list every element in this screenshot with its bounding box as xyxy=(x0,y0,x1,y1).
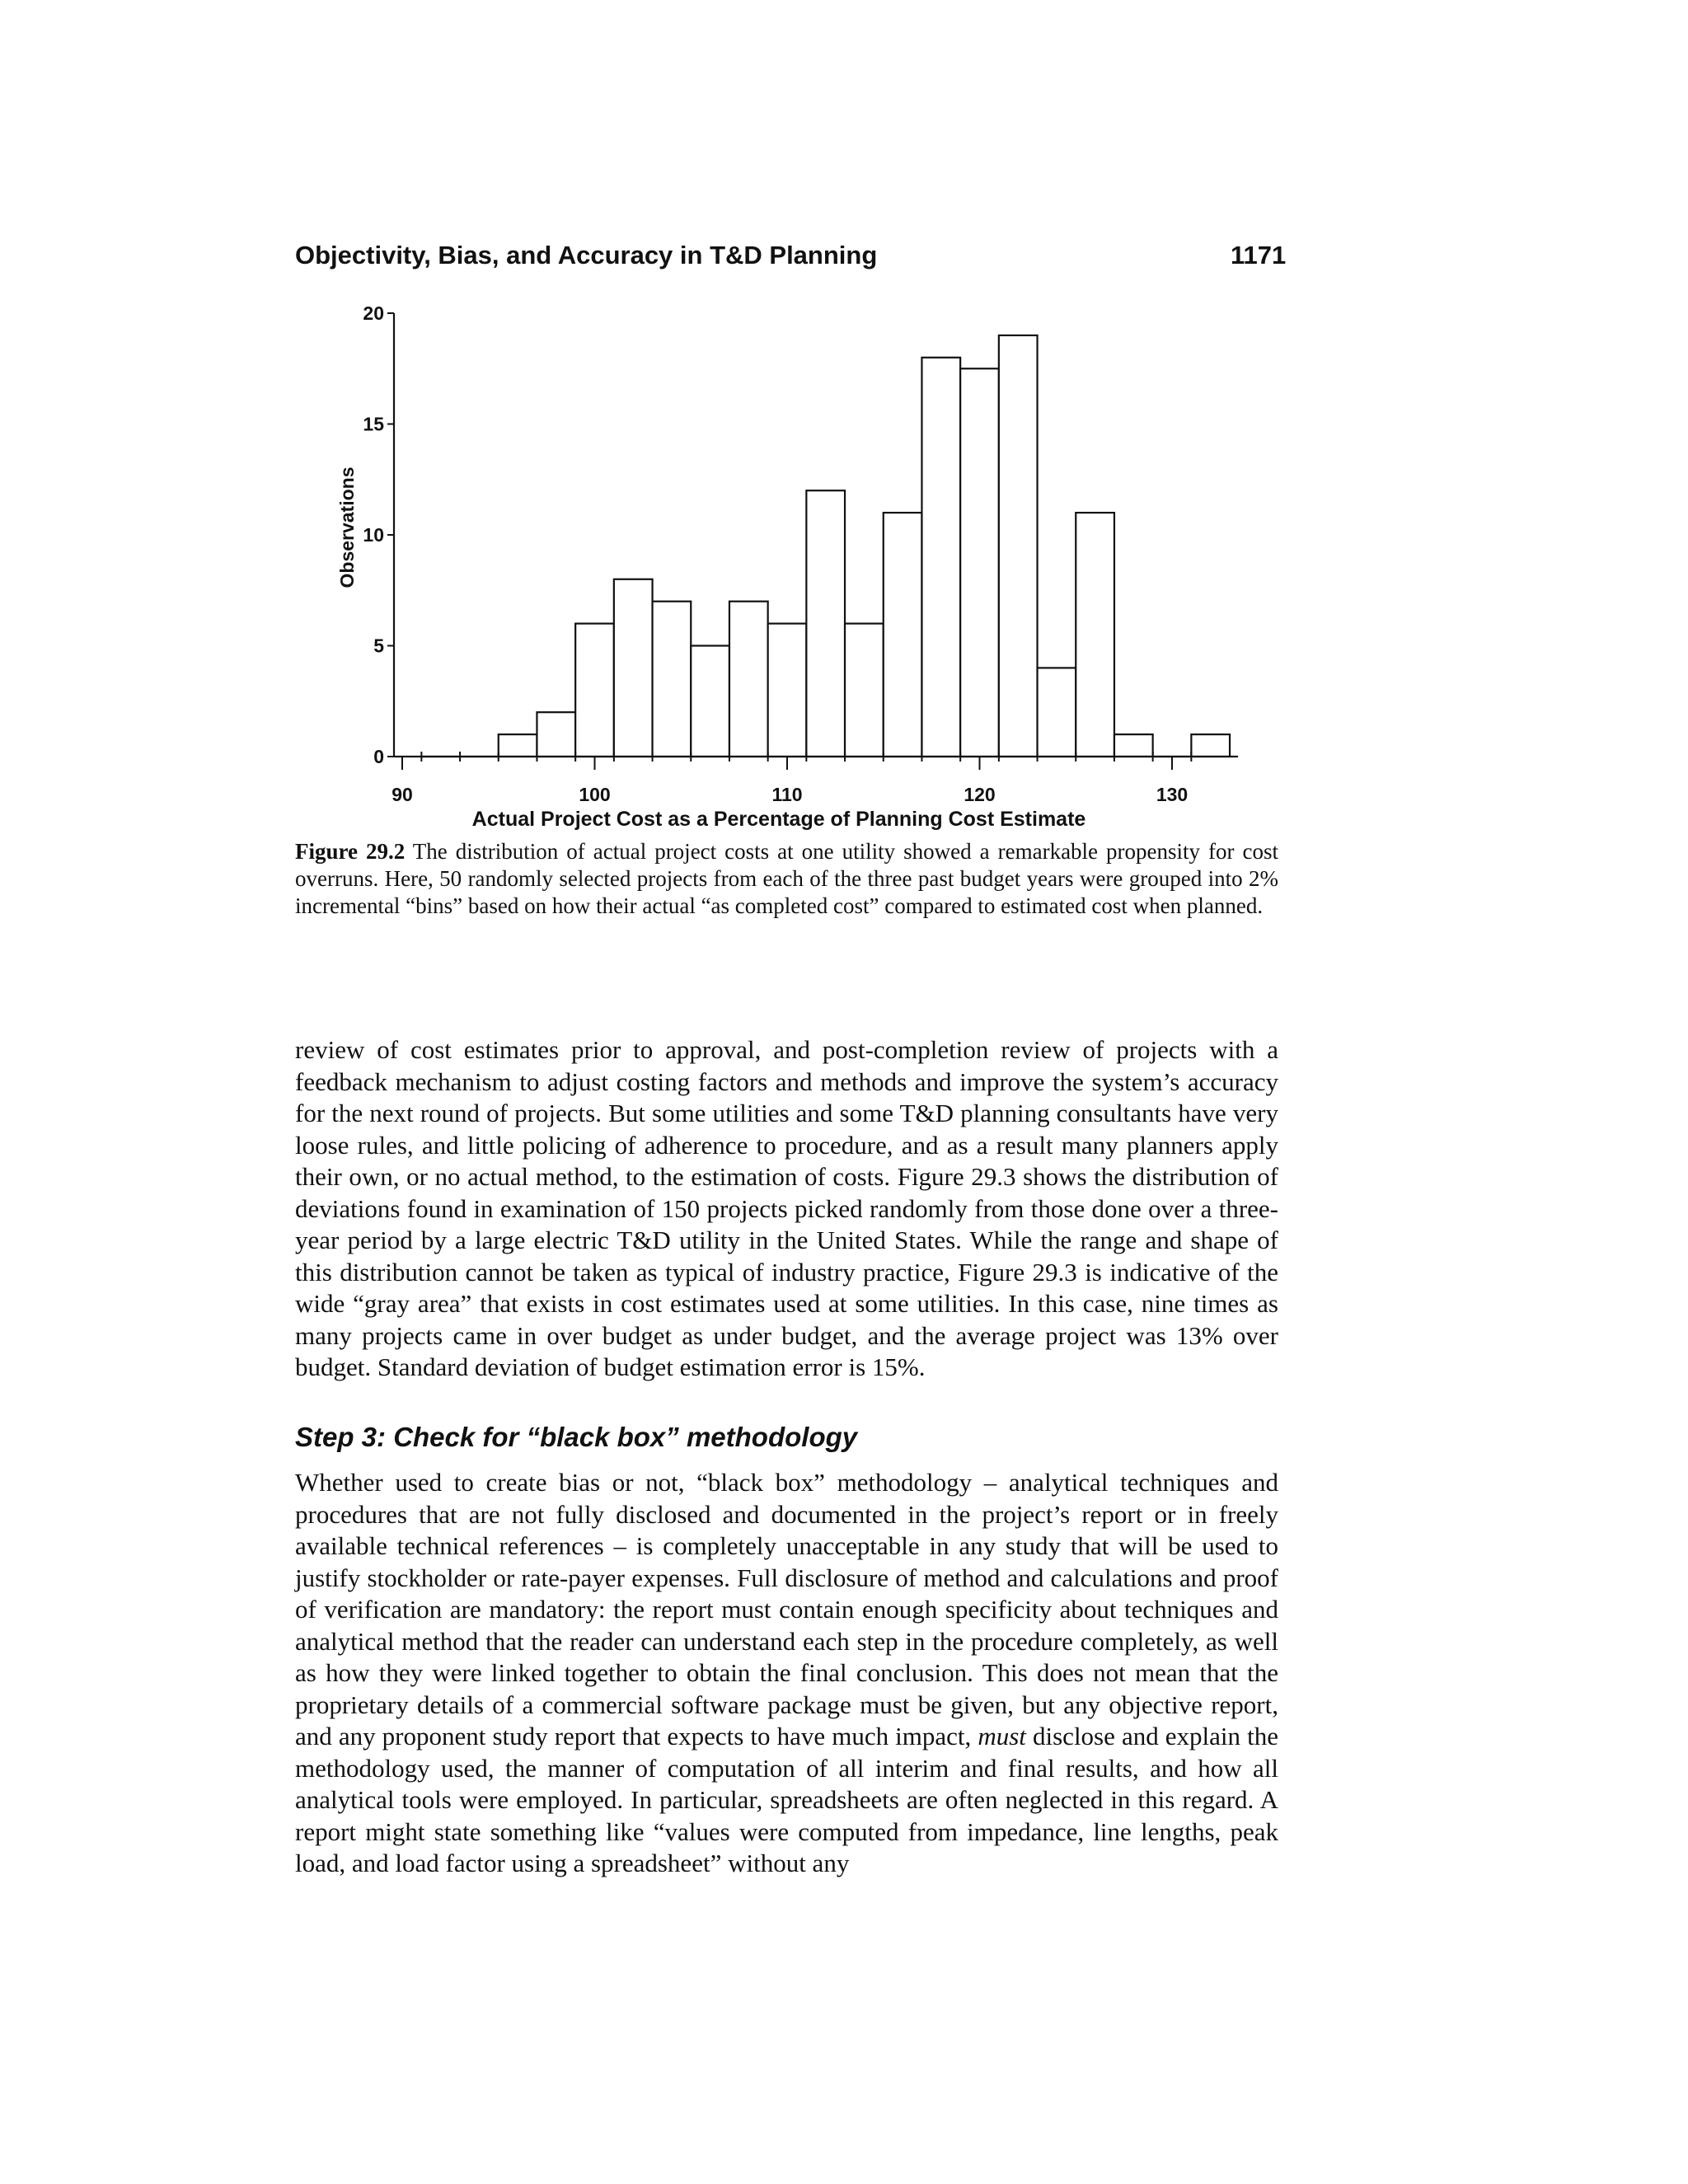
bars-layer xyxy=(421,335,1230,757)
histogram-bar xyxy=(729,602,768,757)
histogram-bar xyxy=(499,734,537,757)
y-tick-label: 0 xyxy=(373,746,384,767)
histogram-bar xyxy=(960,368,999,757)
emphasis-must: must xyxy=(978,1722,1026,1750)
histogram-bar xyxy=(691,646,729,757)
histogram-bar xyxy=(845,624,884,757)
x-tick-label: 130 xyxy=(1156,784,1189,805)
histogram-bar xyxy=(921,358,960,757)
x-tick-label: 100 xyxy=(579,784,611,805)
body-paragraph-1: review of cost estimates prior to approval, and post-completion review of projects with a feedback mechanism to adjust costing factors and methods and improve the system’s accuracy for the next round of projects. But some utilities and some T&D planning consultants have very loose rules, and little policing of adherence to procedure, and as a result many planners apply their own, or no actual method, to the estimation of costs. Figure 29.3 shows the distribution of deviations found in examination of 150 projects picked randomly from those done over a three-year period by a large electric T&D utility in the United States. While the range and shape of this distribution cannot be taken as typical of industry practice, Figure 29.3 is indicative of the wide “gray area” that exists in cost estimates used at some utilities. In this case, nine times as many projects came in over budget as under budget, and the average project was 13% over budget. Standard deviation of budget estimation error is 15%. xyxy=(295,1035,1278,1381)
figure-caption xyxy=(295,838,1278,920)
x-tick-label: 110 xyxy=(771,784,803,805)
histogram-bar xyxy=(999,335,1038,757)
histogram-bar xyxy=(653,602,692,757)
histogram-bar xyxy=(806,490,845,757)
x-tick-label: 90 xyxy=(392,784,413,805)
y-tick-label: 15 xyxy=(363,413,384,435)
section-heading: Step 3: Check for “black box” methodology xyxy=(295,1422,858,1452)
running-title: Objectivity, Bias, and Accuracy in T&D Planning xyxy=(295,241,878,269)
x-axis-title: Actual Project Cost as a Percentage of Planning Cost Estimate xyxy=(471,808,1086,831)
histogram-bar xyxy=(614,579,653,757)
caption-text: The distribution of actual project costs at one utility showed a remarkable propensity for cost overruns. Here, 50 randomly selected projects from each of the three past budget years were grouped into 2% incremental “bins” based on how their actual “as completed cost” compared to estimated cost when planned. xyxy=(295,839,1278,918)
histogram-bar xyxy=(1076,513,1114,757)
histogram-bar xyxy=(1114,734,1153,757)
histogram-bar xyxy=(768,624,807,757)
y-tick-label: 10 xyxy=(363,524,384,546)
y-axis-title: Observations xyxy=(336,466,358,588)
histogram-bar xyxy=(1038,668,1076,757)
y-tick-label: 5 xyxy=(373,635,384,657)
histogram-chart xyxy=(0,0,1688,832)
histogram-bar xyxy=(575,624,614,757)
paragraph-2-part-b: disclose and explain the methodology used, the manner of computation of all interim and final results, and how all analytical tools were employed. In particular, spreadsheets are often neglected in this regard. A report might state something like “values were computed from impedance, line lengths, peak load, and load factor using a spreadsheet” without any xyxy=(295,1722,1278,1877)
body-paragraph-2 xyxy=(295,1467,1278,1880)
histogram-bar xyxy=(537,712,575,757)
histogram-bar xyxy=(1191,734,1230,757)
figure-label: Figure 29.2 xyxy=(295,839,406,864)
y-tick-label: 20 xyxy=(363,302,384,324)
histogram-bar xyxy=(884,513,922,757)
page-number: 1171 xyxy=(1231,241,1287,269)
paragraph-2-part-a: Whether used to create bias or not, “black box” methodology – analytical techniques and procedures that are not fully disclosed and documented in the project’s report or in freely available technical references – is completely unacceptable in any study that will be used to justify stockholder or rate-payer expenses. Full disclosure of method and calculations and proof of verification are mandatory: the report must contain enough specificity about techniques and analytical method that the reader can understand each step in the procedure completely, as well as how they were linked together to obtain the final conclusion. This does not mean that the proprietary details of a commercial software package must be given, but any objective report, and any proponent study report that expects to have much impact, xyxy=(295,1468,1278,1750)
x-tick-label: 120 xyxy=(964,784,996,805)
